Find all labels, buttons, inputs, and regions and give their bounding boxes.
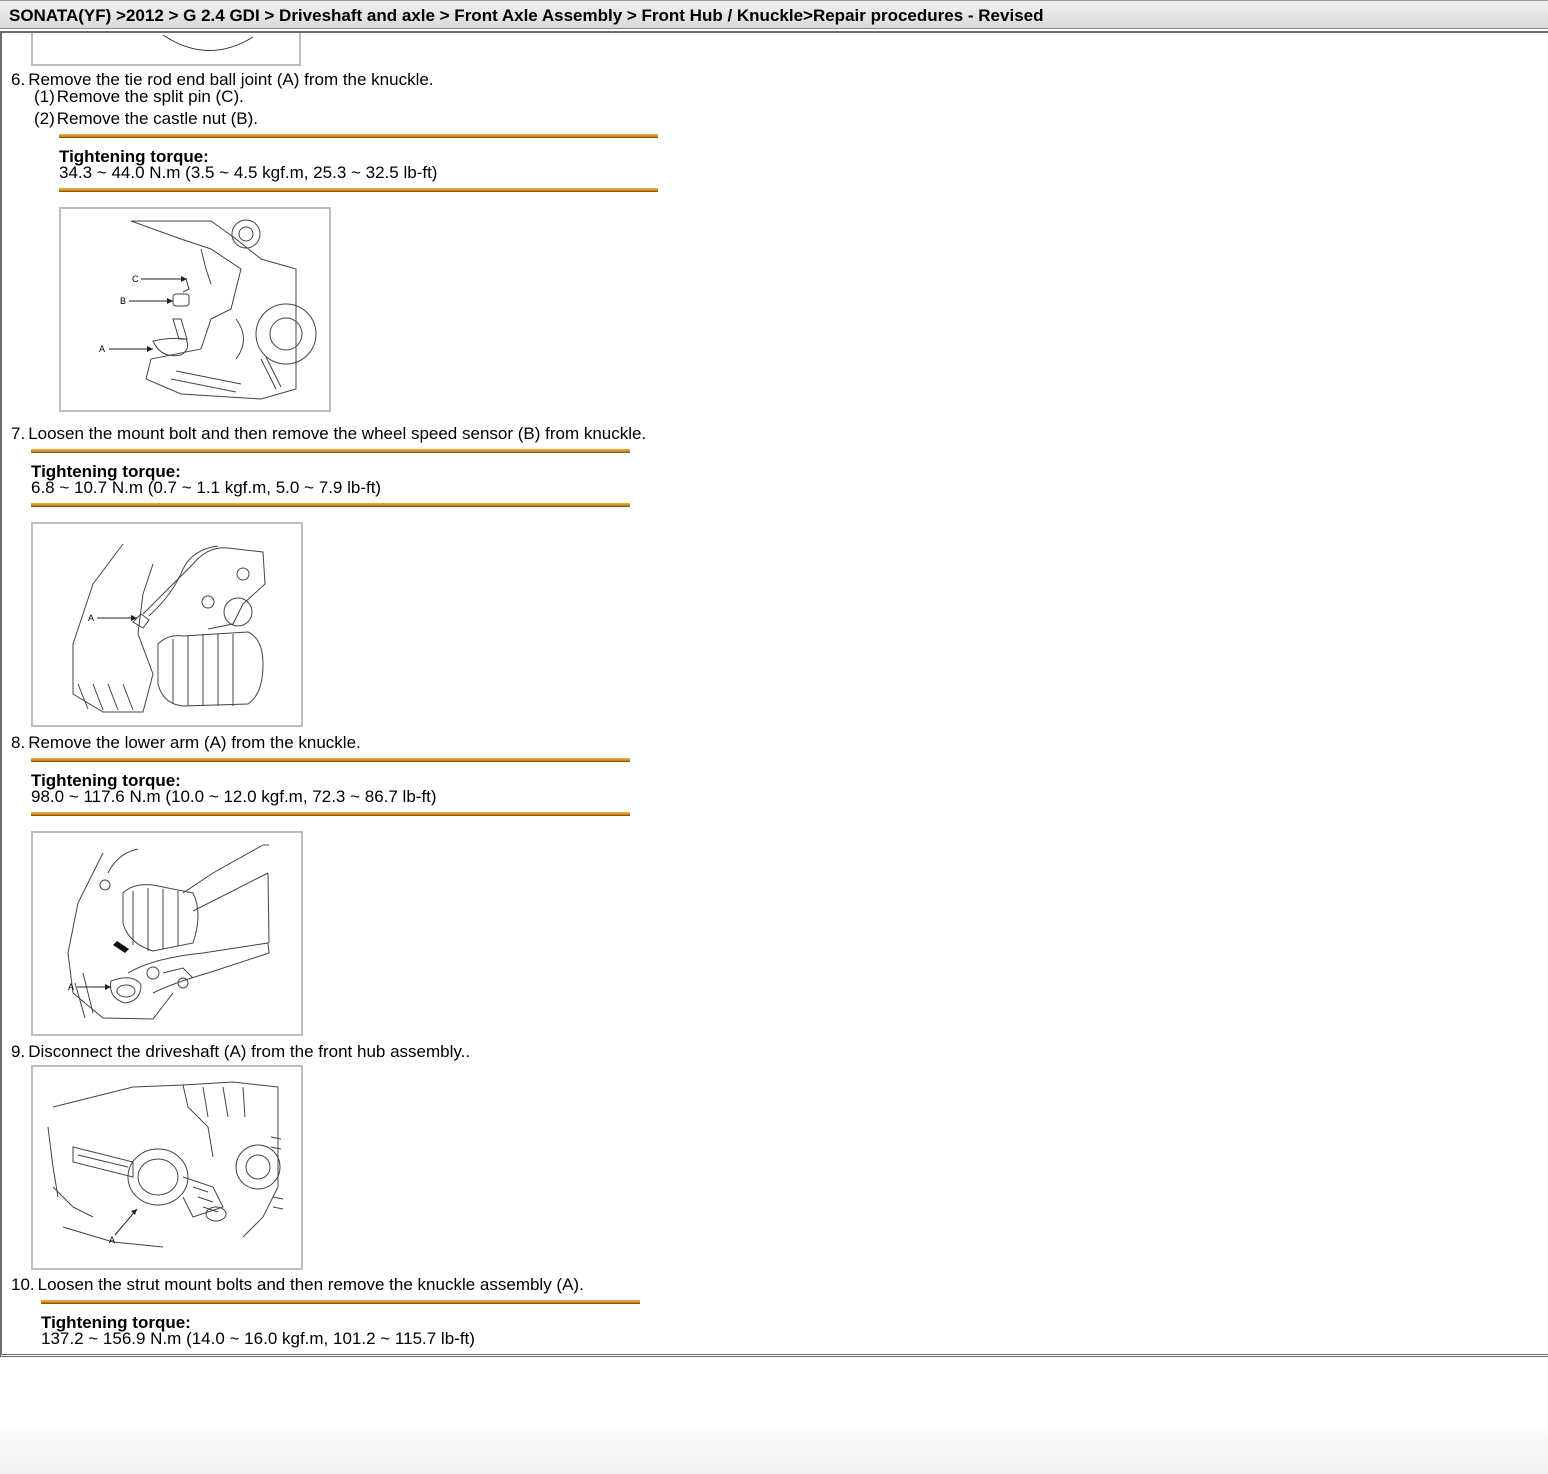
figure-callout: A xyxy=(99,344,106,354)
torque-rule-bottom xyxy=(31,812,630,816)
step-text: Disconnect the driveshaft (A) from the front hub assembly.. xyxy=(28,1042,471,1061)
figure-driveshaft xyxy=(31,1065,303,1270)
step-number: 9. xyxy=(11,1042,26,1061)
step-text: Loosen the mount bolt and then remove the wheel speed sensor (B) from knuckle. xyxy=(28,424,647,443)
step-10 xyxy=(11,1275,584,1295)
step-number: 8. xyxy=(11,733,26,752)
step-text: Remove the lower arm (A) from the knuckle. xyxy=(28,733,361,752)
figure-wheel-speed-sensor-drawing xyxy=(33,524,301,725)
figure-callout: B xyxy=(120,296,127,306)
figure-driveshaft-drawing xyxy=(33,1067,301,1268)
substep-1 xyxy=(34,87,244,107)
torque-label: Tightening torque: xyxy=(41,1313,191,1332)
figure-tie-rod-end xyxy=(59,207,331,412)
figure-callout: A xyxy=(88,613,95,623)
figure-previous-step-drawing xyxy=(33,31,301,66)
torque-rule-top xyxy=(31,449,630,453)
figure-callout: C xyxy=(132,274,139,284)
step-number: 6. xyxy=(11,70,26,89)
torque-rule-bottom xyxy=(59,188,658,192)
torque-value: 6.8 ~ 10.7 N.m (0.7 ~ 1.1 kgf.m, 5.0 ~ 7.9 lb-ft) xyxy=(31,478,382,497)
torque-label: Tightening torque: xyxy=(31,462,181,481)
figure-tie-rod-end-drawing xyxy=(61,209,329,410)
document-pane[interactable] xyxy=(0,31,1548,1357)
step-number: 7. xyxy=(11,424,26,443)
step-text: Remove the tie rod end ball joint (A) from the knuckle. xyxy=(28,70,434,89)
figure-lower-arm-drawing xyxy=(33,833,301,1034)
figure-callout: A xyxy=(109,1235,116,1245)
torque-rule-top xyxy=(31,758,630,762)
breadcrumb-bar xyxy=(0,0,1548,29)
figure-previous-step xyxy=(31,31,301,66)
torque-label: Tightening torque: xyxy=(59,147,209,166)
torque-value: 34.3 ~ 44.0 N.m (3.5 ~ 4.5 kgf.m, 25.3 ~ 32.5 lb-ft) xyxy=(59,163,438,182)
breadcrumb: SONATA(YF) >2012 > G 2.4 GDI > Driveshaft and axle > Front Axle Assembly > Front Hub / Knuckle>Repair procedures - Revised xyxy=(9,6,1044,25)
figure-callout: A xyxy=(68,982,75,992)
torque-label: Tightening torque: xyxy=(31,771,181,790)
substep-text: Remove the split pin (C). xyxy=(56,87,244,106)
step-8 xyxy=(11,733,361,753)
substep-number: (2) xyxy=(34,109,55,128)
torque-rule-top xyxy=(41,1300,640,1304)
substep-text: Remove the castle nut (B). xyxy=(56,109,259,128)
step-number: 10. xyxy=(11,1275,35,1294)
torque-value: 137.2 ~ 156.9 N.m (14.0 ~ 16.0 kgf.m, 101.2 ~ 115.7 lb-ft) xyxy=(41,1329,475,1348)
step-9 xyxy=(11,1042,470,1062)
substep-2 xyxy=(34,109,258,129)
figure-wheel-speed-sensor xyxy=(31,522,303,727)
torque-value: 98.0 ~ 117.6 N.m (10.0 ~ 12.0 kgf.m, 72.3 ~ 86.7 lb-ft) xyxy=(31,787,437,806)
figure-lower-arm xyxy=(31,831,303,1036)
torque-rule-top xyxy=(59,134,658,138)
substep-number: (1) xyxy=(34,87,55,106)
step-7 xyxy=(11,424,646,444)
window-background xyxy=(0,1357,1548,1474)
torque-rule-bottom xyxy=(31,503,630,507)
step-text: Loosen the strut mount bolts and then remove the knuckle assembly (A). xyxy=(37,1275,584,1294)
